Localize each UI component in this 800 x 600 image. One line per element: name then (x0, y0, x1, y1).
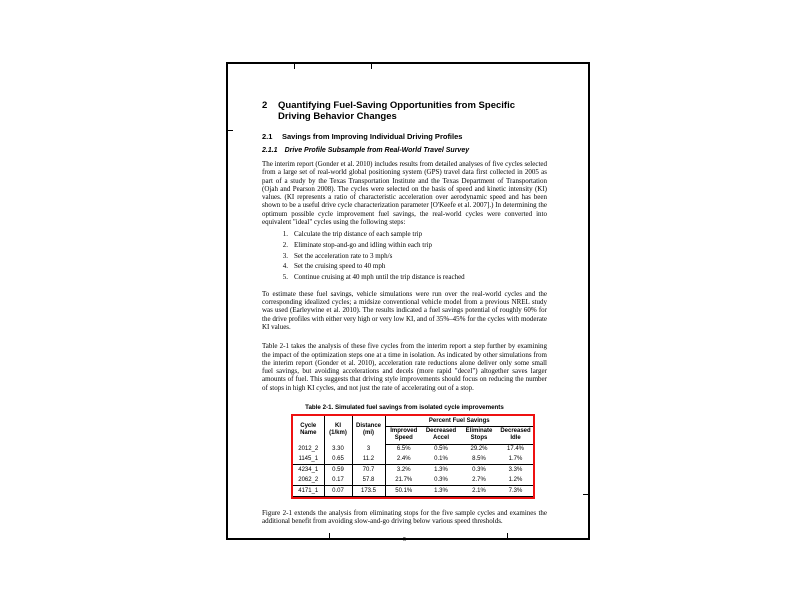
table-cell: 3 (352, 444, 385, 454)
subsection-number: 2.1 (262, 132, 273, 141)
table-cell: 4234_1 (293, 465, 324, 475)
subsection-title: Savings from Improving Individual Driving Profiles (282, 132, 463, 141)
tick-mark (294, 64, 295, 69)
column-header-ki: KI (1/km) (324, 416, 352, 444)
table-cell: 0.17 (324, 475, 352, 485)
table-cell: 70.7 (352, 465, 385, 475)
list-item-text: Continue cruising at 40 mph until the trip distance is reached (294, 272, 465, 281)
table-cell: 17.4% (507, 446, 525, 453)
column-header-cycle-name: Cycle Name (293, 416, 324, 444)
steps-list (281, 230, 547, 280)
table-cell: 0.07 (324, 486, 352, 497)
table-cell: 2012_2 (293, 444, 324, 454)
subsubsection-heading (262, 146, 547, 155)
table-cell: 2062_2 (293, 475, 324, 485)
table-cell: 1.7% (498, 455, 533, 465)
table-cell: 29.2% (470, 446, 488, 453)
list-item (281, 230, 547, 238)
list-item (281, 241, 547, 249)
section-heading (262, 100, 547, 122)
table-cell: 0.59 (324, 465, 352, 475)
table-caption: Table 2-1. Simulated fuel savings from isolated cycle improvements (305, 404, 504, 412)
column-header-eliminate-stops: Eliminate Stops (460, 426, 498, 444)
column-header-decreased-accel: Decreased Accel (422, 426, 460, 444)
table-cell: 3.30 (324, 444, 352, 454)
section-number: 2 (262, 100, 268, 111)
table-highlight-box (291, 414, 535, 499)
page-number: 5 (402, 535, 407, 543)
fuel-savings-table (293, 416, 533, 497)
table-cell: 7.3% (498, 486, 533, 497)
table-cell: 0.1% (422, 455, 460, 465)
table-cell: 1.3% (422, 486, 460, 497)
table-cell: 0.5% (434, 446, 448, 453)
document-page (226, 62, 590, 543)
list-item-number: 4. (282, 262, 288, 271)
list-item (281, 252, 547, 260)
column-group-header-percent-fuel-savings: Percent Fuel Savings (385, 416, 533, 426)
table-cell: 1.2% (498, 475, 533, 485)
table-row (293, 475, 533, 485)
column-header-distance: Distance (mi) (352, 416, 385, 444)
tick-mark (228, 130, 233, 131)
subsection-heading (262, 132, 547, 141)
subsubsection-number: 2.1.1 (262, 147, 278, 154)
column-header-decreased-idle: Decreased Idle (498, 426, 533, 444)
table-cell: 57.8 (352, 475, 385, 485)
table-cell: 0.3% (422, 475, 460, 485)
table-cell: 6.5% (396, 446, 411, 453)
list-item-text: Calculate the trip distance of each sample trip (294, 230, 423, 239)
table-cell: 1.3% (434, 466, 448, 473)
list-item-number: 2. (282, 240, 288, 249)
table-cell: 173.5 (352, 486, 385, 497)
subsubsection-title: Drive Profile Subsample from Real-World Travel Survey (284, 147, 470, 154)
table-cell: 2.4% (385, 455, 422, 465)
list-item-text: Set the cruising speed to 40 mph (294, 262, 386, 271)
table-cell: 21.7% (385, 475, 422, 485)
column-header-improved-speed: Improved Speed (385, 426, 422, 444)
list-item-text: Set the acceleration rate to 3 mph/s (294, 251, 393, 260)
tick-mark (371, 64, 372, 69)
table-row (293, 465, 533, 475)
paragraph-figure-reference: Figure 2-1 extends the analysis from eliminating stops for the five sample cycles and examines the additional benefit from avoiding slow-and-go driving below various speed thresholds. (262, 509, 547, 526)
section-title: Quantifying Fuel-Saving Opportunities from Specific Driving Behavior Changes (278, 100, 515, 122)
table-cell: 8.5% (460, 455, 498, 465)
paragraph-table-discussion: Table 2-1 takes the analysis of these five cycles from the interim report a step further by examining the impact of the optimization steps one at a time in isolation. As indicated by other simulations from the interim report (Gonder et al. 2010), acceleration rate reductions alone deliver only some small fuel savings, but avoiding accelerations and decels (more rapid "decel") altogether saves larger amounts of fuel. This suggests that driving style improvements should focus on reducing the number of stops in high KI cycles, and not just the rate of accelerating out of a stop. (262, 342, 547, 392)
table-cell: 0.65 (324, 455, 352, 465)
paragraph-simulation-results: To estimate these fuel savings, vehicle simulations were run over the real-world cycles and the corresponding idealized cycles; a midsize conventional vehicle model from a previous NREL study was used (Earleywine et al. 2010). The results indicated a fuel savings potential of roughly 60% for the drive profiles with either very high or very low KI, and of 35%–45% for the cycles with moderate KI values. (262, 289, 547, 331)
list-item (281, 273, 547, 281)
table-cell: 2.1% (460, 486, 498, 497)
table-row (293, 486, 533, 497)
table-cell: 11.2 (352, 455, 385, 465)
table-cell: 0.3% (472, 466, 486, 473)
tick-mark (583, 494, 588, 495)
table-cell: 3.3% (508, 466, 523, 473)
table-cell: 50.1% (385, 486, 422, 497)
table-cell: 3.2% (396, 466, 411, 473)
table-cell: 1145_1 (293, 455, 324, 465)
list-item-number: 3. (282, 251, 288, 260)
page-content (262, 100, 547, 543)
table-cell: 2.7% (460, 475, 498, 485)
paragraph-intro: The interim report (Gonder et al. 2010) includes results from detailed analyses of five cycles selected from a large set of real-world global positioning system (GPS) travel data first collected in 2005 as part of a study by the Texas Transportation Institute and the Texas Department of Transportation (Ojah and Pearson 2008). The cycles were selected on the basis of speed and kinetic intensity (KI) values. (KI represents a ratio of characteristic acceleration over aerodynamic speed and has been shown to be a useful drive cycle characterization parameter [O'Keefe et al. 2007].) In determining the optimum possible cycle improvement fuel savings, the real-world cycles were converted into equivalent "ideal" cycles using the following steps: (262, 160, 547, 227)
list-item-number: 5. (282, 272, 288, 281)
table-row (293, 455, 533, 465)
list-item-text: Eliminate stop-and-go and idling within each trip (294, 240, 433, 249)
table-row (293, 444, 533, 454)
list-item (281, 262, 547, 270)
list-item-number: 1. (282, 230, 288, 239)
table-cell: 4171_1 (293, 486, 324, 497)
